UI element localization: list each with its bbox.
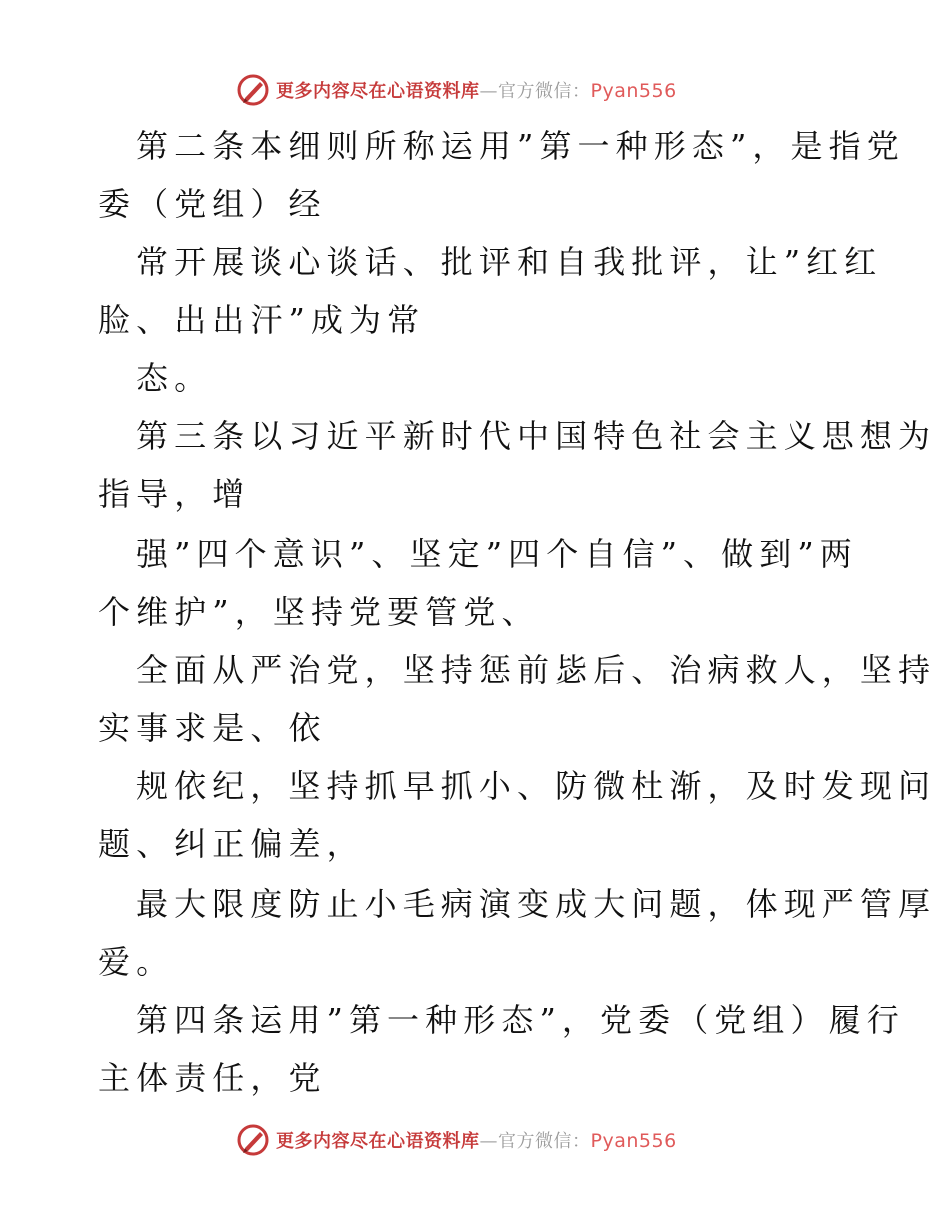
watermark-text: 更多内容尽在心语资料库—官方微信：Pyan556 bbox=[276, 80, 677, 102]
watermark-text: 更多内容尽在心语资料库—官方微信：Pyan556 bbox=[276, 1130, 677, 1152]
paragraph-line: 委（党组）经 bbox=[98, 185, 327, 223]
paragraph-line: 主体责任，党 bbox=[98, 1059, 327, 1097]
paragraph-line: 实事求是、依 bbox=[98, 709, 327, 747]
header-watermark bbox=[236, 70, 677, 110]
paragraph-line: 爱。 bbox=[98, 943, 175, 981]
paragraph-line: 第三条以习近平新时代中国特色社会主义思想为 bbox=[136, 417, 937, 455]
paragraph-line: 题、纠正偏差， bbox=[98, 825, 365, 863]
pen-logo-icon bbox=[236, 1123, 270, 1157]
footer-watermark bbox=[236, 1120, 677, 1160]
paragraph-line: 强”四个意识”、坚定”四个自信”、做到”两 bbox=[136, 535, 858, 573]
paragraph-line: 常开展谈心谈话、批评和自我批评，让”红红 bbox=[136, 243, 883, 281]
paragraph-line: 规依纪，坚持抓早抓小、防微杜渐，及时发现问 bbox=[136, 767, 937, 805]
paragraph-line: 最大限度防止小毛病演变成大问题，体现严管厚 bbox=[136, 885, 937, 923]
paragraph-line: 个维护”，坚持党要管党、 bbox=[98, 593, 540, 631]
pen-logo-icon bbox=[236, 73, 270, 107]
paragraph-line: 脸、出出汗”成为常 bbox=[98, 301, 426, 339]
paragraph-line: 指导，增 bbox=[98, 475, 251, 513]
paragraph-line: 第四条运用”第一种形态”，党委（党组）履行 bbox=[136, 1001, 905, 1039]
paragraph-line: 态。 bbox=[136, 359, 213, 397]
paragraph-line: 第二条本细则所称运用”第一种形态”，是指党 bbox=[136, 127, 905, 165]
paragraph-line: 全面从严治党，坚持惩前毖后、治病救人，坚持 bbox=[136, 651, 937, 689]
